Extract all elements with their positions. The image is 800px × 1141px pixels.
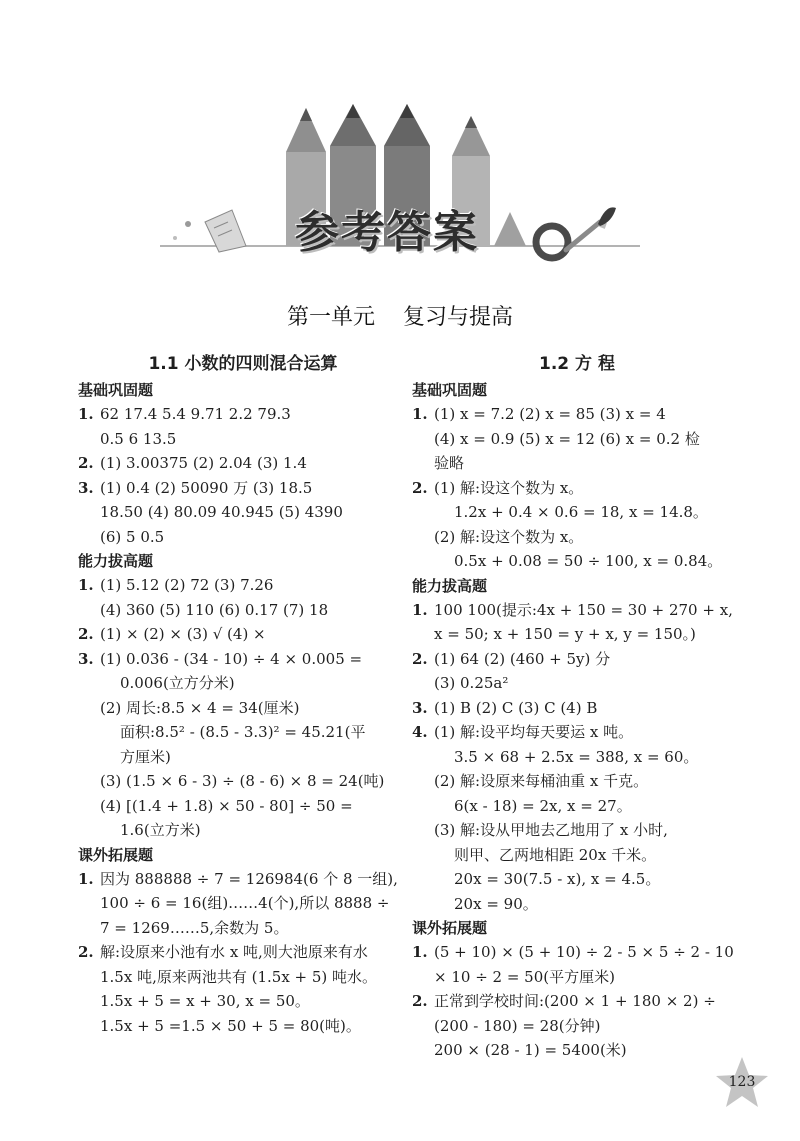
item-number: 1. [78,869,94,888]
answer-line: 20x = 90。 [454,894,538,913]
answer-line: 2. (1) 解:设这个数为 x。 [412,476,742,501]
right-column [412,350,742,1063]
answer-line: 1. (5 + 10) × (5 + 10) ÷ 2 - 5 × 5 ÷ 2 - 10 [412,940,742,965]
item-number: 4. [412,723,428,741]
item-number: 1. [412,943,428,961]
item-number: 3. [78,649,94,668]
answer-line: 2. 解:设原来小池有水 x 吨,则大池原来有水 [78,940,408,965]
section-title: 1.2 方 程 [539,354,615,374]
subsection-extra: 课外拓展题 [412,919,488,937]
item-number: 2. [78,625,94,643]
answer-line: 20x = 30(7.5 - x), x = 4.5。 [454,870,661,888]
answer-line: 1. (1) 5.12 (2) 72 (3) 7.26 [78,573,408,598]
answer-line: (200 - 180) = 28(分钟) [434,1016,601,1035]
answer-line: (3) 解:设从甲地去乙地用了 x 小时, [434,821,668,839]
ring-shape [536,226,568,258]
answer-line: 2. (1) 64 (2) (460 + 5y) 分 [412,647,742,672]
answer-line: 4. (1) 解:设平均每天要运 x 吨。 [412,720,742,745]
answer-line: 1.6(立方米) [120,821,201,839]
unit-name: 第一单元 [286,305,375,330]
answer-line: 1. 62 17.4 5.4 9.71 2.2 79.3 [78,402,408,427]
answer-line: 1. 因为 888888 ÷ 7 = 126984(6 个 8 一组), [78,867,408,892]
section-title: 1.1 小数的四则混合运算 [148,354,338,374]
answer-line: 验略 [434,454,465,472]
answer-line: (2) 周长:8.5 × 4 = 34(厘米) [100,698,300,717]
answer-line: (4) [(1.4 + 1.8) × 50 - 80] ÷ 50 = [100,796,353,815]
answer-line: 3. (1) 0.4 (2) 50090 万 (3) 18.5 [78,476,408,501]
answer-line: 1.5x + 5 =1.5 × 50 + 5 = 80(吨)。 [100,1016,361,1035]
answer-line: 2. (1) × (2) × (3) √ (4) × [78,622,408,647]
unit-heading [0,300,800,331]
answer-line: (3) 0.25a² [434,674,509,692]
answer-line: (4) 360 (5) 110 (6) 0.17 (7) 18 [100,600,329,619]
answer-line: 0.006(立方分米) [120,674,235,692]
subsection-extra: 课外拓展题 [78,845,154,864]
item-number: 2. [412,478,428,497]
item-number: 2. [412,992,428,1010]
item-number: 1. [78,576,94,594]
paintbrush-icon [566,207,616,250]
answer-line: x = 50; x + 150 = y + x, y = 150。) [434,625,696,643]
answer-line: 1.5x + 5 = x + 30, x = 50。 [100,992,310,1010]
answer-line: 7 = 1269……5,余数为 5。 [100,918,289,937]
subsection-basic: 基础巩固题 [412,381,488,399]
answer-line: 0.5x + 0.08 = 50 ÷ 100, x = 0.84。 [454,552,723,570]
answer-line: (2) 解:设这个数为 x。 [434,527,584,546]
answer-line: 1. (1) x = 7.2 (2) x = 85 (3) x = 4 [412,402,742,427]
answer-line: 1.2x + 0.4 × 0.6 = 18, x = 14.8。 [454,503,708,521]
item-number: 1. [412,405,428,423]
answer-line: 面积:8.5² - (8.5 - 3.3)² = 45.21(平 [120,723,366,741]
item-number: 2. [78,454,94,472]
answer-line: 18.50 (4) 80.09 40.945 (5) 4390 [100,503,343,521]
answer-line: 100 ÷ 6 = 16(组)……4(个),所以 8888 ÷ [100,894,390,912]
answer-line: 2. 正常到学校时间:(200 × 1 + 180 × 2) ÷ [412,989,742,1014]
answer-line: (3) (1.5 × 6 - 3) ÷ (8 - 6) × 8 = 24(吨) [100,772,385,790]
item-number: 2. [78,943,94,961]
answer-line: 3. (1) B (2) C (3) C (4) B [412,696,742,721]
answer-line: (4) x = 0.9 (5) x = 12 (6) x = 0.2 检 [434,429,700,448]
answer-line: 方厘米) [120,747,171,766]
item-number: 1. [78,405,94,423]
subsection-advanced: 能力拔高题 [78,552,154,570]
answer-line: 1.5x 吨,原来两池共有 (1.5x + 5) 吨水。 [100,967,378,986]
answer-line: 2. (1) 3.00375 (2) 2.04 (3) 1.4 [78,451,408,476]
answer-line: 6(x - 18) = 2x, x = 27。 [454,796,632,815]
item-number: 3. [78,478,94,497]
answer-line: (6) 5 0.5 [100,527,165,546]
item-number: 1. [412,600,428,619]
answer-line: 1. 100 100(提示:4x + 150 = 30 + 270 + x, [412,598,742,623]
left-column [78,350,408,1038]
answer-line: 200 × (28 - 1) = 5400(米) [434,1041,627,1059]
answer-line: × 10 ÷ 2 = 50(平方厘米) [434,967,615,986]
answer-line: 则甲、乙两地相距 20x 千米。 [454,845,657,864]
answer-line: (2) 解:设原来每桶油重 x 千克。 [434,772,649,790]
item-number: 2. [412,649,428,668]
item-number: 3. [412,698,428,717]
subsection-advanced: 能力拔高题 [412,576,488,595]
answer-line: 0.5 6 13.5 [100,429,177,448]
answer-line: 3. (1) 0.036 - (34 - 10) ÷ 4 × 0.005 = [78,647,408,672]
page-number: 123 [728,1074,756,1090]
answer-key-title: 参考答案 [295,207,479,258]
unit-topic: 复习与提高 [403,305,514,330]
answer-line: 3.5 × 68 + 2.5x = 388, x = 60。 [454,747,699,766]
subsection-basic: 基础巩固题 [78,381,154,399]
